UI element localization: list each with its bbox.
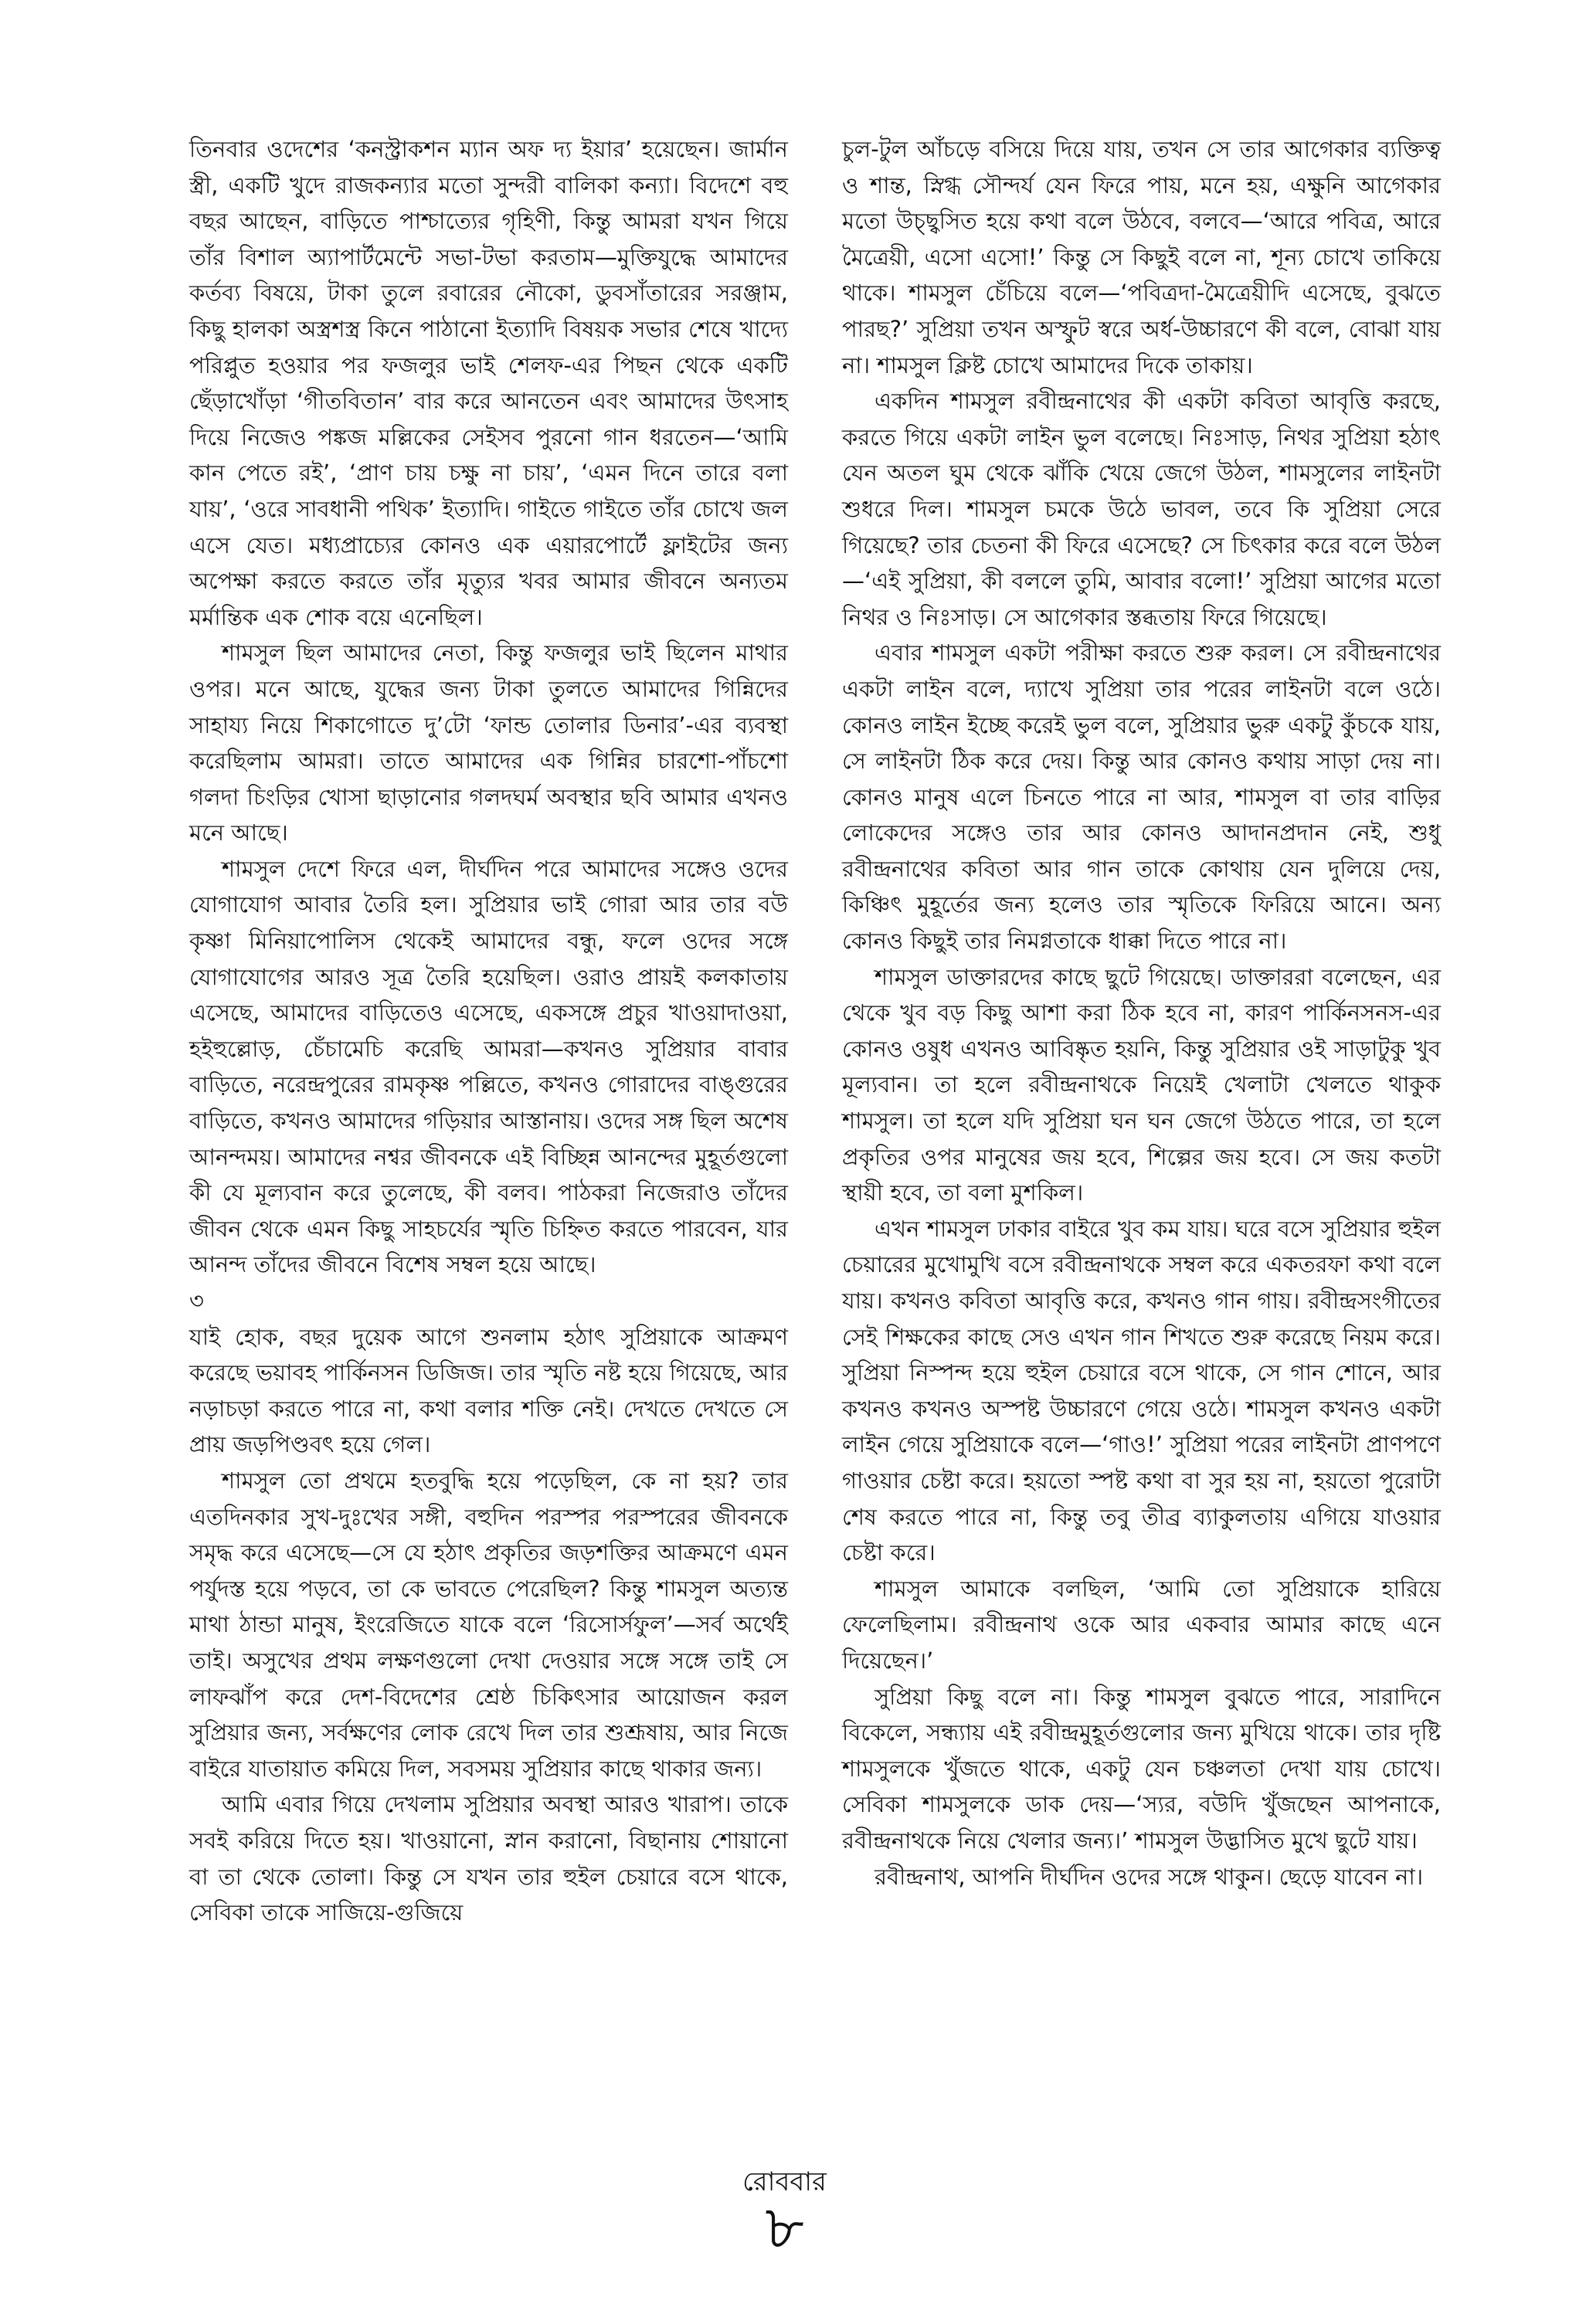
paragraph: চুল-টুল আঁচড়ে বসিয়ে দিয়ে যায়, তখন সে তার আগেকার ব্যক্তিত্ব ও শান্ত, স্নিগ্ধ সৌন্দর্য যেন ফিরে পায়, মনে হয়, এক্ষুনি আগেকার মতো উচ্ছ্বসিত হয়ে কথা বলে উঠবে, বলবে—‘আরে পবিত্র, আরে মৈত্রেয়ী, এসো এসো!’ কিন্তু সে কিছুই বলে না, শূন্য চোখে তাকিয়ে থাকে। শামসুল চেঁচিয়ে বলে—‘পবিত্রদা-মৈত্রেয়ীদি এসেছে, বুঝতে পারছ?’ সুপ্রিয়া তখন অস্ফুট স্বরে অর্ধ-উচ্চারণে কী বলে, বোঝা যায় না। শামসুল ক্লিষ্ট চোখে আমাদের দিকে তাকায়। xyxy=(842,136,1441,378)
paragraph: শামসুল দেশে ফিরে এল, দীর্ঘদিন পরে আমাদের সঙ্গেও ওদের যোগাযোগ আবার তৈরি হল। সুপ্রিয়ার ভাই গোরা আর তার বউ কৃষ্ণা মিনিয়াপোলিস থেকেই আমাদের বন্ধু, ফলে ওদের সঙ্গে যোগাযোগের আরও সূত্র তৈরি হয়েছিল। ওরাও প্রায়ই কলকাতায় এসেছে, আমাদের বাড়িতেও এসেছে, একসঙ্গে প্রচুর খাওয়াদাওয়া, হইহুল্লোড়, চেঁচামেচি করেছি আমরা—কখনও সুপ্রিয়ার বাবার বাড়িতে, নরেন্দ্রপুরের রামকৃষ্ণ পল্লিতে, কখনও গোরাদের বাঙ্গুরের বাড়িতে, কখনও আমাদের গড়িয়ার আস্তানায়। ওদের সঙ্গ ছিল অশেষ আনন্দময়। আমাদের নশ্বর জীবনকে এই বিচ্ছিন্ন আনন্দের মুহূর্তগুলো কী যে মূল্যবান করে তুলেছে, কী বলব। পাঠকরা নিজেরাও তাঁদের জীবন থেকে এমন কিছু সাহচর্যের স্মৃতি চিহ্নিত করতে পারবেন, যার আনন্দ তাঁদের জীবনে বিশেষ সম্বল হয়ে আছে। xyxy=(189,855,788,1278)
paragraph: যাই হোক, বছর দুয়েক আগে শুনলাম হঠাৎ সুপ্রিয়াকে আক্রমণ করেছে ভয়াবহ পার্কিনসন ডিজিজ। তার স্মৃতি নষ্ট হয়ে গিয়েছে, আর নড়াচড়া করতে পারে না, কথা বলার শক্তি নেই। দেখতে দেখতে সে প্রায় জড়পিণ্ডবৎ হয়ে গেল। xyxy=(189,1323,788,1458)
paragraph: শামসুল ডাক্তারদের কাছে ছুটে গিয়েছে। ডাক্তাররা বলেছেন, এর থেকে খুব বড় কিছু আশা করা ঠিক হবে না, কারণ পার্কিনসনস-এর কোনও ওষুধ এখনও আবিষ্কৃত হয়নি, কিন্তু সুপ্রিয়ার ওই সাড়াটুকু খুব মূল্যবান। তা হলে রবীন্দ্রনাথকে নিয়েই খেলাটা খেলতে থাকুক শামসুল। তা হলে যদি সুপ্রিয়া ঘন ঘন জেগে উঠতে পারে, তা হলে প্রকৃতির ওপর মানুষের জয় হবে, শিল্পের জয় হবে। সে জয় কতটা স্থায়ী হবে, তা বলা মুশকিল। xyxy=(842,963,1441,1206)
paragraph: এখন শামসুল ঢাকার বাইরে খুব কম যায়। ঘরে বসে সুপ্রিয়ার হুইল চেয়ারের মুখোমুখি বসে রবীন্দ্রনাথকে সম্বল করে একতরফা কথা বলে যায়। কখনও কবিতা আবৃত্তি করে, কখনও গান গায়। রবীন্দ্রসংগীতের সেই শিক্ষকের কাছে সেও এখন গান শিখতে শুরু করেছে নিয়ম করে। সুপ্রিয়া নিস্পন্দ হয়ে হুইল চেয়ারে বসে থাকে, সে গান শোনে, আর কখনও কখনও অস্পষ্ট উচ্চারণে গেয়ে ওঠে। শামসুল কখনও একটা লাইন গেয়ে সুপ্রিয়াকে বলে—‘গাও!’ সুপ্রিয়া পরের লাইনটা প্রাণপণে গাওয়ার চেষ্টা করে। হয়তো স্পষ্ট কথা বা সুর হয় না, হয়তো পুরোটা শেষ করতে পারে না, কিন্তু তবু তীব্র ব্যাকুলতায় এগিয়ে যাওয়ার চেষ্টা করে। xyxy=(842,1215,1441,1566)
paragraph: শামসুল ছিল আমাদের নেতা, কিন্তু ফজলুর ভাই ছিলেন মাথার ওপর। মনে আছে, যুদ্ধের জন্য টাকা তুলতে আমাদের গিন্নিদের সাহায্য নিয়ে শিকাগোতে দু’টো ‘ফান্ড তোলার ডিনার’-এর ব্যবস্থা করেছিলাম আমরা। তাতে আমাদের এক গিন্নির চারশো-পাঁচশো গলদা চিংড়ির খোসা ছাড়ানোর গলদঘর্ম অবস্থার ছবি আমার এখনও মনে আছে। xyxy=(189,640,788,846)
right-column xyxy=(842,131,1441,1895)
publication-name: রোববার xyxy=(742,2166,827,2197)
paragraph: আমি এবার গিয়ে দেখলাম সুপ্রিয়ার অবস্থা আরও খারাপ। তাকে সবই করিয়ে দিতে হয়। খাওয়ানো, স্নান করানো, বিছানায় শোয়ানো বা তা থেকে তোলা। কিন্তু সে যখন তার হুইল চেয়ারে বসে থাকে, সেবিকা তাকে সাজিয়ে-গুজিয়ে xyxy=(189,1791,788,1926)
page-number: ৮ xyxy=(765,2193,804,2263)
paragraph: একদিন শামসুল রবীন্দ্রনাথের কী একটা কবিতা আবৃত্তি করছে, করতে গিয়ে একটা লাইন ভুল বলেছে। নিঃসাড়, নিথর সুপ্রিয়া হঠাৎ যেন অতল ঘুম থেকে ঝাঁকি খেয়ে জেগে উঠল, শামসুলের লাইনটা শুধরে দিল। শামসুল চমকে উঠে ভাবল, তবে কি সুপ্রিয়া সেরে গিয়েছে? তার চেতনা কী ফিরে এসেছে? সে চিৎকার করে বলে উঠল—‘এই সুপ্রিয়া, কী বললে তুমি, আবার বলো!’ সুপ্রিয়া আগের মতো নিথর ও নিঃসাড়। সে আগেকার স্তব্ধতায় ফিরে গিয়েছে। xyxy=(842,388,1441,630)
paragraph: শামসুল তো প্রথমে হতবুদ্ধি হয়ে পড়েছিল, কে না হয়? তার এতদিনকার সুখ-দুঃখের সঙ্গী, বহুদিন পরস্পর পরস্পরের জীবনকে সমৃদ্ধ করে এসেছে—সে যে হঠাৎ প্রকৃতির জড়শক্তির আক্রমণে এমন পর্যুদস্ত হয়ে পড়বে, তা কে ভাবতে পেরেছিল? কিন্তু শামসুল অত্যন্ত মাথা ঠান্ডা মানুষ, ইংরেজিতে যাকে বলে ‘রিসোর্সফুল’—সর্ব অর্থেই তাই। অসুখের প্রথম লক্ষণগুলো দেখা দেওয়ার সঙ্গে সঙ্গে তাই সে লাফঝাঁপ করে দেশ-বিদেশের শ্রেষ্ঠ চিকিৎসার আয়োজন করল সুপ্রিয়ার জন্য, সর্বক্ষণের লোক রেখে দিল তার শুশ্রূষায়, আর নিজে বাইরে যাতায়াত কমিয়ে দিল, সবসময় সুপ্রিয়ার কাছে থাকার জন্য। xyxy=(189,1467,788,1782)
paragraph: শামসুল আমাকে বলছিল, ‘আমি তো সুপ্রিয়াকে হারিয়ে ফেলেছিলাম। রবীন্দ্রনাথ ওকে আর একবার আমার কাছে এনে দিয়েছেন।’ xyxy=(842,1575,1441,1674)
paragraph: তিনবার ওদেশের ‘কনস্ট্রাকশন ম্যান অফ দ্য ইয়ার’ হয়েছেন। জার্মান স্ত্রী, একটি খুদে রাজকন্যার মতো সুন্দরী বালিকা কন্যা। বিদেশে বহু বছর আছেন, বাড়িতে পাশ্চাত্যের গৃহিণী, কিন্তু আমরা যখন গিয়ে তাঁর বিশাল অ্যাপার্টমেন্টে সভা-টভা করতাম—মুক্তিযুদ্ধে আমাদের কর্তব্য বিষয়ে, টাকা তুলে রবারের নৌকো, ডুবসাঁতারের সরঞ্জাম, কিছু হালকা অস্ত্রশস্ত্র কিনে পাঠানো ইত্যাদি বিষয়ক সভার শেষে খাদ্যে পরিপ্লুত হওয়ার পর ফজলুর ভাই শেলফ-এর পিছন থেকে একটি ছেঁড়াখোঁড়া ‘গীতবিতান’ বার করে আনতেন এবং আমাদের উৎসাহ দিয়ে নিজেও পঙ্কজ মল্লিকের সেইসব পুরনো গান ধরতেন—‘আমি কান পেতে রই’, ‘প্রাণ চায় চক্ষু না চায়’, ‘এমন দিনে তারে বলা যায়’, ‘ওরে সাবধানী পথিক’ ইত্যাদি। গাইতে গাইতে তাঁর চোখে জল এসে যেত। মধ্যপ্রাচ্যের কোনও এক এয়ারপোর্টে ফ্লাইটের জন্য অপেক্ষা করতে করতে তাঁর মৃত্যুর খবর আমার জীবনে অন্যতম মর্মান্তিক এক শোক বয়ে এনেছিল। xyxy=(189,136,788,630)
left-column xyxy=(189,131,788,1931)
paragraph: রবীন্দ্রনাথ, আপনি দীর্ঘদিন ওদের সঙ্গে থাকুন। ছেড়ে যাবেন না। xyxy=(874,1863,1424,1890)
page-footer xyxy=(0,2166,1569,2263)
section-number: ৩ xyxy=(189,1288,204,1314)
paragraph: সুপ্রিয়া কিছু বলে না। কিন্তু শামসুল বুঝতে পারে, সারাদিনে বিকেলে, সন্ধ্যায় এই রবীন্দ্রমুহূর্তগুলোর জন্য মুখিয়ে থাকে। তার দৃষ্টি শামসুলকে খুঁজতে থাকে, একটু যেন চঞ্চলতা দেখা যায় চোখে। সেবিকা শামসুলকে ডাক দেয়—‘স্যর, বউদি খুঁজছেন আপনাকে, রবীন্দ্রনাথকে নিয়ে খেলার জন্য।’ শামসুল উদ্ভাসিত মুখে ছুটে যায়। xyxy=(842,1683,1441,1854)
paragraph: এবার শামসুল একটা পরীক্ষা করতে শুরু করল। সে রবীন্দ্রনাথের একটা লাইন বলে, দ্যাখে সুপ্রিয়া তার পরের লাইনটা বলে ওঠে। কোনও লাইন ইচ্ছে করেই ভুল বলে, সুপ্রিয়ার ভুরু একটু কুঁচকে যায়, সে লাইনটা ঠিক করে দেয়। কিন্তু আর কোনও কথায় সাড়া দেয় না। কোনও মানুষ এলে চিনতে পারে না আর, শামসুল বা তার বাড়ির লোকেদের সঙ্গেও তার আর কোনও আদানপ্রদান নেই, শুধু রবীন্দ্রনাথের কবিতা আর গান তাকে কোথায় যেন দুলিয়ে দেয়, কিঞ্চিৎ মুহূর্তের জন্য হলেও তার স্মৃতিকে ফিরিয়ে আনে। অন্য কোনও কিছুই তার নিমগ্নতাকে ধাক্কা দিতে পারে না। xyxy=(842,640,1441,955)
